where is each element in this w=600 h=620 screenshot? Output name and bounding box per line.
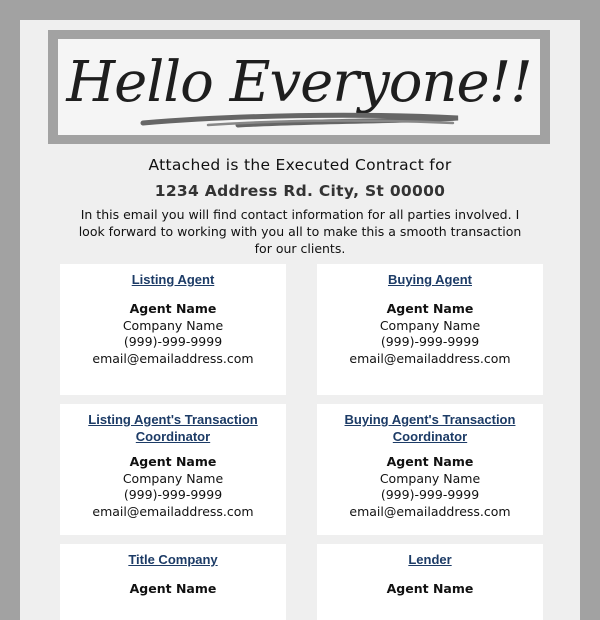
contact-card-buying-agent: [317, 264, 543, 395]
company-name: Company Name: [379, 470, 481, 486]
greeting-banner-inner: [58, 39, 540, 135]
agent-name: Agent Name: [386, 301, 474, 316]
contact-card-title-company: [60, 544, 286, 620]
email-address: email@emailaddress.com: [349, 503, 511, 519]
company-name: Company Name: [379, 317, 481, 333]
card-title: Buying Agent: [387, 272, 472, 287]
contact-card-listing-agent: [60, 264, 286, 395]
email-address: email@emailaddress.com: [349, 350, 511, 366]
card-title: Listing Agent's Transaction Coordinator: [88, 412, 258, 444]
agent-name: Agent Name: [129, 301, 217, 316]
card-body: [60, 301, 286, 367]
greeting-script: [58, 39, 540, 135]
document-page: [20, 20, 580, 620]
card-title: Buying Agent's Transaction Coordinator: [344, 412, 516, 444]
card-body: [317, 454, 543, 520]
greeting-text: Hello Everyone!!: [66, 50, 532, 115]
contact-card-buying-tc: [317, 404, 543, 535]
card-body: [60, 454, 286, 520]
card-body: [60, 581, 286, 598]
contact-card-lender: [317, 544, 543, 620]
greeting-banner: [48, 30, 550, 144]
intro-line: Attached is the Executed Contract for: [148, 156, 452, 174]
agent-name: Agent Name: [386, 454, 474, 469]
card-title: Title Company: [128, 552, 218, 567]
property-address: 1234 Address Rd. City, St 00000: [154, 182, 446, 200]
phone-number: (999)-999-9999: [123, 487, 223, 502]
phone-number: (999)-999-9999: [380, 487, 480, 502]
card-body: [317, 581, 543, 598]
intro-section: [20, 156, 580, 257]
card-title: Listing Agent: [131, 272, 215, 287]
email-address: email@emailaddress.com: [92, 503, 254, 519]
company-name: Company Name: [122, 317, 224, 333]
agent-name: Agent Name: [129, 454, 217, 469]
phone-number: (999)-999-9999: [123, 334, 223, 349]
email-address: email@emailaddress.com: [92, 350, 254, 366]
agent-name: Agent Name: [386, 581, 474, 596]
agent-name: Agent Name: [129, 581, 217, 596]
phone-number: (999)-999-9999: [380, 334, 480, 349]
company-name: Company Name: [122, 470, 224, 486]
card-body: [317, 301, 543, 367]
card-title: Lender: [408, 552, 452, 567]
contact-card-listing-tc: [60, 404, 286, 535]
intro-description: In this email you will find contact information for all parties involved. I look forward to working with you all to make this a smooth transaction for our clients.: [78, 207, 522, 256]
